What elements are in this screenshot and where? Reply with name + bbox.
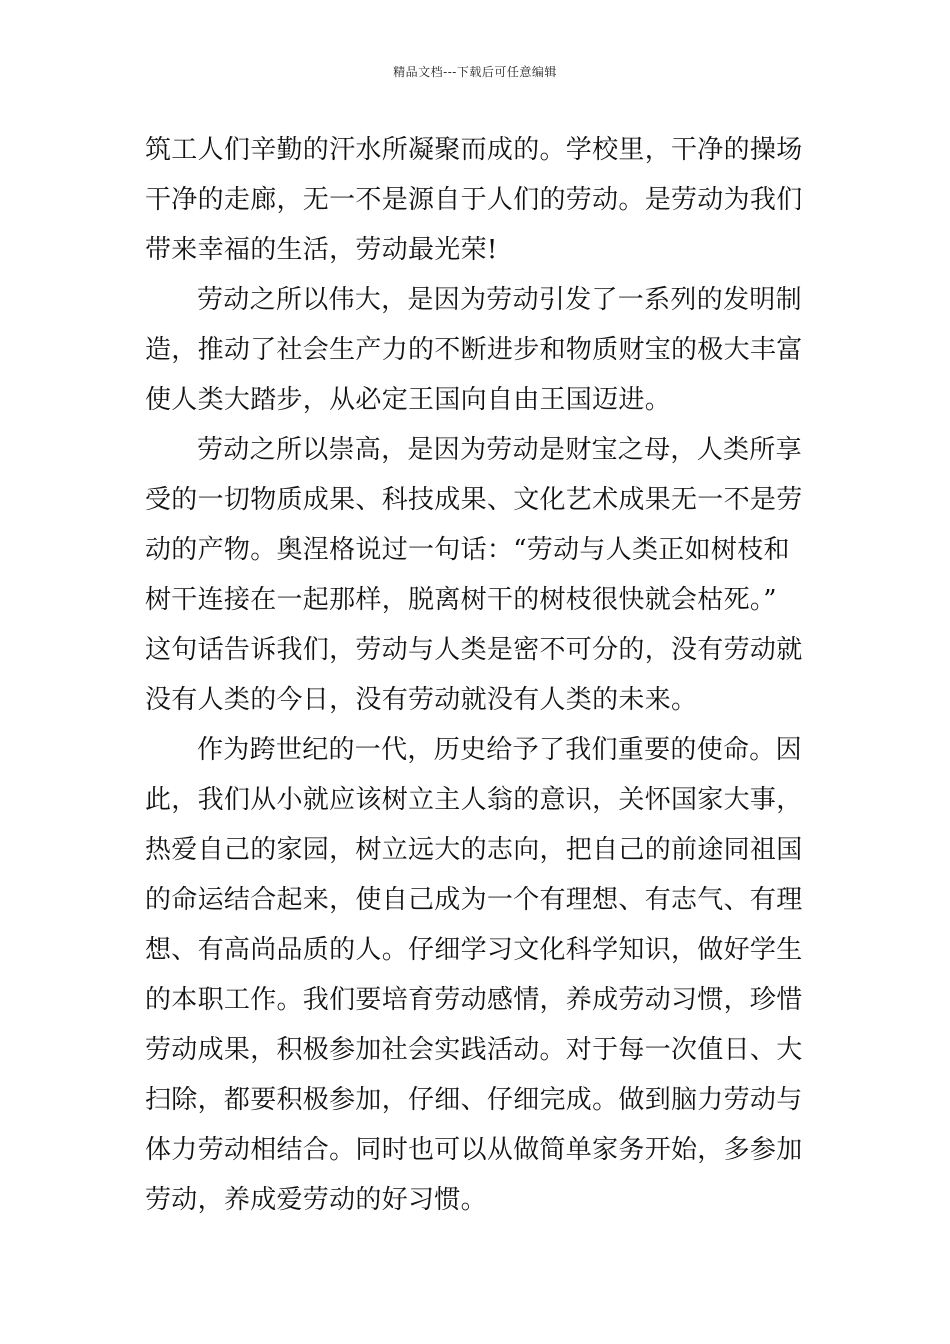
text-line: 的本职工作。我们要培育劳动感情，养成劳动习惯，珍惜 — [145, 985, 803, 1015]
text-line: 这句话告诉我们，劳动与人类是密不可分的，没有劳动就 — [145, 635, 803, 665]
text-line: 热爱自己的家园，树立远大的志向，把自己的前途同祖国 — [145, 835, 803, 865]
text-line: 此，我们从小就应该树立主人翁的意识，关怀国家大事， — [145, 785, 803, 815]
paragraph-first-line: 劳动之所以崇高，是因为劳动是财宝之母，人类所享 — [197, 435, 802, 465]
paragraph-first-line: 作为跨世纪的一代，历史给予了我们重要的使命。因 — [197, 735, 802, 765]
text-line: 的命运结合起来，使自己成为一个有理想、有志气、有理 — [145, 885, 803, 915]
text-line: 使人类大踏步，从必定王国向自由王国迈进。 — [145, 385, 672, 415]
page-header: 精品文档---下载后可任意编辑 — [393, 65, 557, 79]
text-line: 造，推动了社会生产力的不断进步和物质财宝的极大丰富 — [145, 335, 803, 365]
text-line: 劳动，养成爱劳动的好习惯。 — [145, 1185, 487, 1215]
text-line: 体力劳动相结合。同时也可以从做简单家务开始，多参加 — [145, 1135, 803, 1165]
text-line: 动的产物。奥涅格说过一句话：“劳动与人类正如树枝和 — [145, 535, 790, 565]
text-line: 筑工人们辛勤的汗水所凝聚而成的。学校里，干净的操场 — [145, 135, 803, 165]
text-line: 扫除，都要积极参加，仔细、仔细完成。做到脑力劳动与 — [145, 1085, 803, 1115]
text-line: 想、有高尚品质的人。仔细学习文化科学知识，做好学生 — [145, 935, 803, 965]
text-line: 带来幸福的生活，劳动最光荣! — [145, 235, 498, 265]
text-line: 受的一切物质成果、科技成果、文化艺术成果无一不是劳 — [145, 485, 803, 515]
text-line: 干净的走廊，无一不是源自于人们的劳动。是劳动为我们 — [145, 185, 803, 215]
paragraph-first-line: 劳动之所以伟大，是因为劳动引发了一系列的发明制 — [197, 285, 802, 315]
body-text — [145, 125, 817, 1225]
text-line: 劳动成果，积极参加社会实践活动。对于每一次值日、大 — [145, 1035, 803, 1065]
text-line: 树干连接在一起那样，脱离树干的树枝很快就会枯死。” — [145, 585, 777, 615]
text-line: 没有人类的今日，没有劳动就没有人类的未来。 — [145, 685, 698, 715]
